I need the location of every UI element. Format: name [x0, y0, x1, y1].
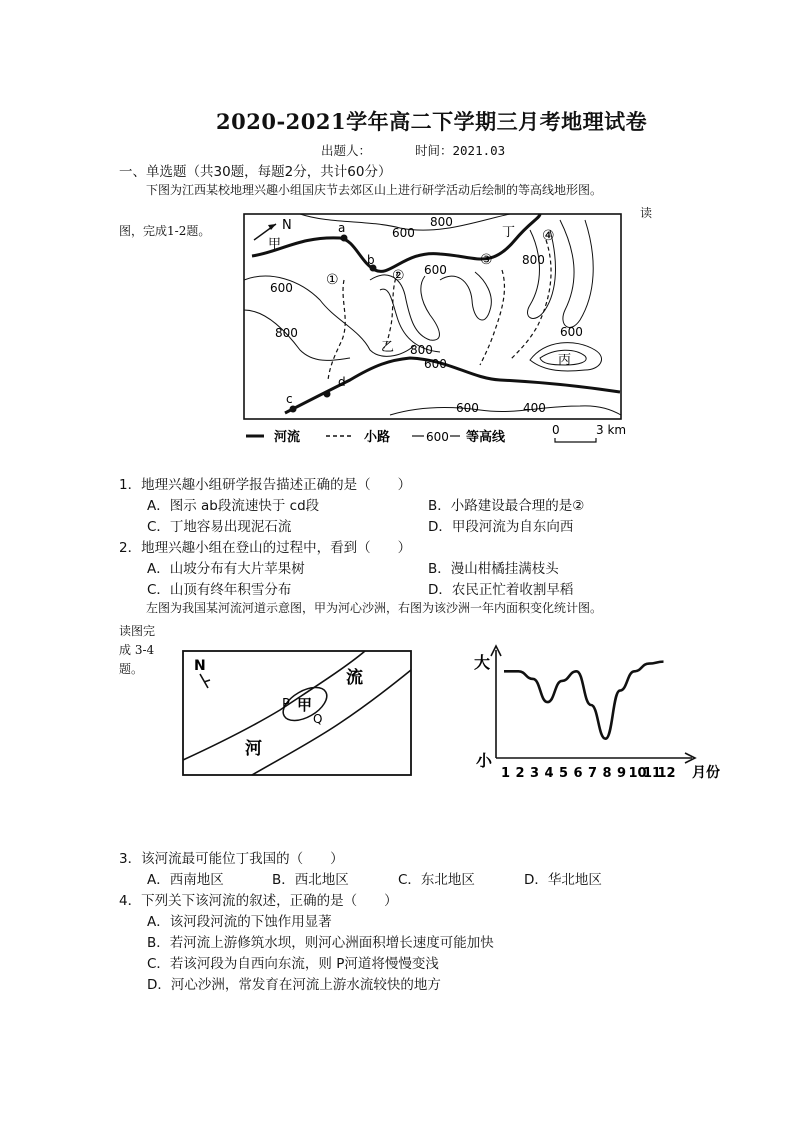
- contour-label: 600: [424, 357, 447, 371]
- x-tick-label: 12: [657, 766, 676, 781]
- label-r4: ④: [542, 228, 555, 244]
- scale-dist: 3 km: [596, 423, 627, 437]
- contour-label: 400: [523, 401, 546, 415]
- map-frame: [244, 214, 621, 419]
- intro1-line1: 下图为江西某校地理兴趣小组国庆节去郊区山上进行研学活动后绘制的等高线地形图。: [146, 183, 603, 197]
- setter-label: 出题人：: [321, 143, 372, 158]
- contour: [370, 275, 439, 340]
- point-d: [324, 391, 331, 398]
- label-p: P: [282, 697, 290, 712]
- contour-label: 800: [522, 253, 545, 267]
- sandbar-area-chart: [470, 640, 720, 790]
- intro2-line1: 左图为我国某河流河道示意图，甲为河心沙洲，右图为该沙洲一年内面积变化统计图。: [146, 601, 603, 615]
- x-tick-label: 4: [544, 766, 554, 781]
- x-tick-label: 8: [602, 766, 612, 781]
- label-c: c: [286, 392, 293, 406]
- q4-option-a[interactable]: A．该河段河流的下蚀作用显著: [147, 914, 332, 930]
- q2-option-d[interactable]: D．农民正忙着收割早稻: [428, 582, 574, 598]
- label-r3: ③: [480, 252, 493, 268]
- q2-option-a[interactable]: A．山坡分布有大片苹果树: [147, 561, 305, 577]
- q4-stem: 4．下列关下该河流的叙述，正确的是（ ）: [119, 893, 398, 909]
- legend-contour-value: 600: [426, 430, 449, 444]
- contour-label: 600: [424, 263, 447, 277]
- contour: [390, 406, 621, 415]
- path-1: [328, 280, 345, 380]
- exam-time: 时间：2021.03: [415, 143, 506, 158]
- q2-option-b[interactable]: B．漫山柑橘挂满枝头: [428, 561, 559, 577]
- north-arrow-icon: [200, 674, 210, 688]
- legend-contour: 等高线: [466, 430, 506, 445]
- q1-option-d[interactable]: D．甲段河流为自东向西: [428, 519, 574, 535]
- legend-river: 河流: [274, 430, 301, 445]
- contour-label: 800: [430, 215, 453, 229]
- intro2-line2: 读图完: [119, 624, 156, 638]
- x-tick-label: 3: [530, 766, 540, 781]
- y-label-large: 大: [474, 653, 491, 672]
- x-tick-label: 2: [515, 766, 525, 781]
- q1-option-c[interactable]: C．丁地容易出现泥石流: [147, 519, 292, 535]
- contour: [440, 272, 491, 320]
- q4-option-b[interactable]: B．若河流上游修筑水坝，则河心洲面积增长速度可能加快: [147, 935, 494, 951]
- area-series-line: [504, 662, 664, 739]
- x-tick-label: 6: [573, 766, 583, 781]
- q3-option-d[interactable]: D．华北地区: [524, 872, 602, 888]
- intro2-line3: 成 3-4: [119, 643, 155, 657]
- path-3: [480, 270, 504, 365]
- river-upper: [252, 214, 540, 271]
- label-q: Q: [313, 712, 323, 726]
- label-a: a: [338, 221, 346, 235]
- label-b: b: [367, 253, 375, 267]
- x-tick-label: 9: [617, 766, 627, 781]
- contour-map: [240, 210, 630, 450]
- label-sandbar-jia: 甲: [297, 696, 313, 714]
- q2-option-c[interactable]: C．山顶有终年积雪分布: [147, 582, 292, 598]
- river-bank-south: [252, 670, 411, 775]
- q4-option-d[interactable]: D．河心沙洲，常发育在河流上游水流较快的地方: [147, 977, 441, 993]
- label-ding: 丁: [502, 225, 516, 240]
- label-r2: ②: [392, 268, 405, 284]
- q3-option-b[interactable]: B．西北地区: [272, 872, 349, 888]
- contour-label: 600: [270, 281, 293, 295]
- x-unit-label: 月份: [692, 765, 720, 781]
- q1-option-b[interactable]: B．小路建设最合理的是②: [428, 498, 585, 514]
- intro2-line4: 题。: [119, 662, 144, 676]
- label-bing: 丙: [558, 353, 572, 368]
- contour-label: 600: [392, 226, 415, 240]
- q1-stem: 1．地理兴趣小组研学报告描述正确的是（ ）: [119, 477, 412, 493]
- q3-option-c[interactable]: C．东北地区: [398, 872, 475, 888]
- label-jia: 甲: [268, 237, 282, 252]
- x-tick-label: 11: [643, 766, 662, 781]
- contour-label: 600: [456, 401, 479, 415]
- intro1-line2: 图，完成1-2题。: [119, 224, 211, 238]
- q3-stem: 3．该河流最可能位丁我国的（ ）: [119, 851, 344, 867]
- y-label-small: 小: [476, 751, 493, 770]
- page-title: 2020-2021学年高二下学期三月考地理试卷: [216, 109, 648, 134]
- q4-option-c[interactable]: C．若该河段为自西向东流，则 P河道将慢慢变浅: [147, 956, 439, 972]
- river-channel-map: [180, 648, 415, 780]
- x-tick-label: 1: [501, 766, 511, 781]
- x-tick-label: 10: [628, 766, 647, 781]
- section-heading: 一、单选题（共30题，每题2分，共计60分）: [119, 164, 392, 180]
- contour-label: 800: [275, 326, 298, 340]
- label-river-liu: 流: [346, 668, 363, 688]
- contour: [560, 220, 593, 327]
- contour-label: 600: [560, 325, 583, 339]
- scale-zero: 0: [552, 423, 560, 437]
- north-label: N: [282, 218, 292, 233]
- q3-option-a[interactable]: A．西南地区: [147, 872, 224, 888]
- river-map-north: N: [194, 658, 206, 674]
- scale-bar: [555, 438, 596, 442]
- label-r1: ①: [326, 272, 339, 288]
- intro1-line1-tail: 读: [640, 206, 653, 220]
- contour-label: 800: [410, 343, 433, 357]
- point-a: [341, 235, 348, 242]
- legend-path: 小路: [364, 430, 391, 445]
- x-tick-labels: [501, 766, 676, 781]
- x-tick-label: 7: [588, 766, 598, 781]
- label-d: d: [338, 375, 346, 389]
- q1-option-a[interactable]: A．图示 ab段流速快于 cd段: [147, 498, 320, 514]
- river-bank-north: [183, 651, 365, 760]
- label-yi: 乙: [381, 340, 395, 355]
- q2-stem: 2．地理兴趣小组在登山的过程中，看到（ ）: [119, 540, 412, 556]
- point-c: [290, 406, 297, 413]
- x-tick-label: 5: [559, 766, 569, 781]
- label-river-he: 河: [245, 739, 262, 759]
